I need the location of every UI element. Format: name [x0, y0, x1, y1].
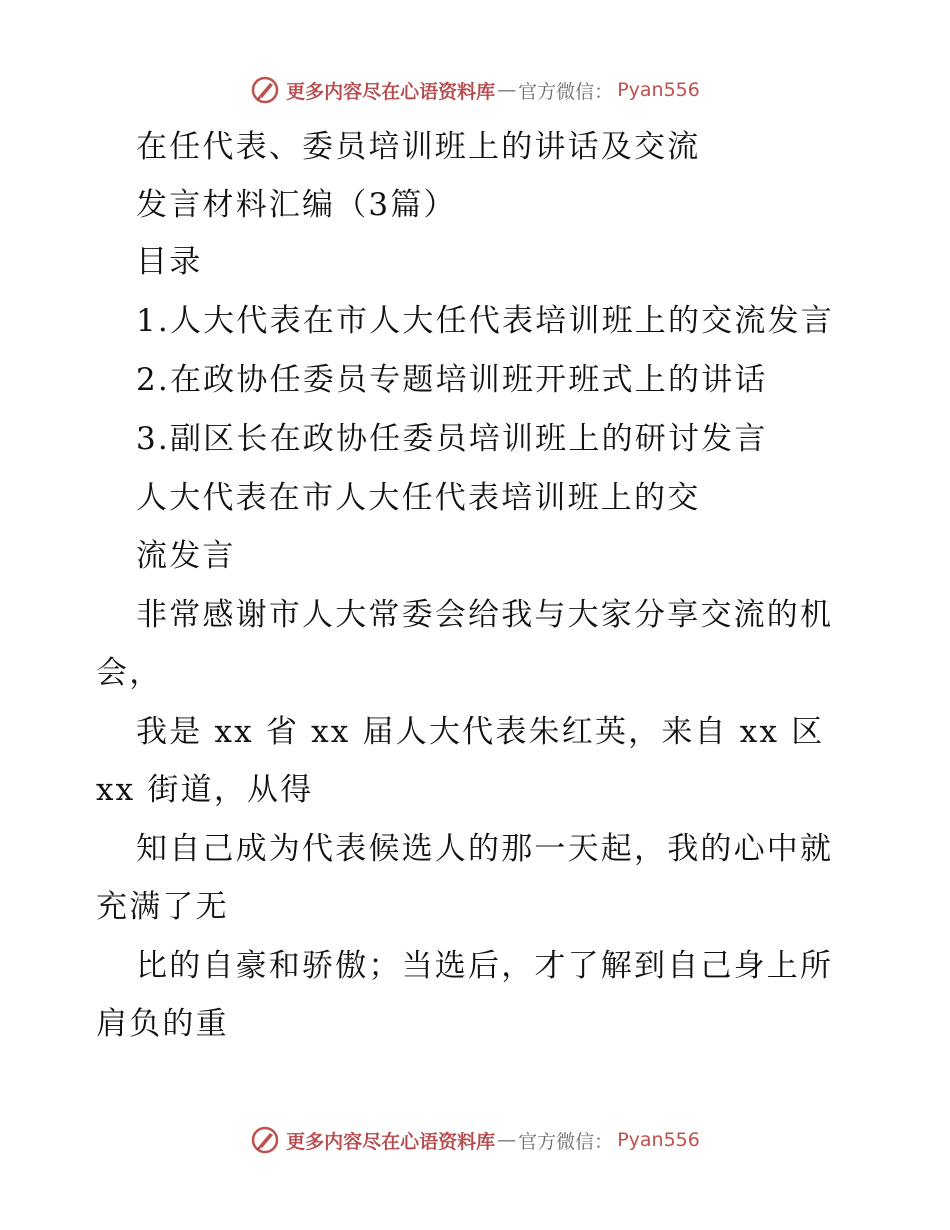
- watermark-dash: —: [497, 79, 517, 101]
- watermark-footer: [0, 1120, 950, 1160]
- document-title-line-1: 在任代表、委员培训班上的讲话及交流: [136, 129, 701, 165]
- quill-pen-logo-icon: [250, 75, 280, 105]
- toc-heading: 目录: [136, 244, 203, 280]
- watermark-wechat-label: 官方微信：: [518, 80, 614, 103]
- paragraph-line: 非常感谢市人大常委会给我与大家分享交流的机: [136, 597, 834, 633]
- toc-item-2: 2.在政协任委员专题培训班开班式上的讲话: [136, 362, 768, 398]
- paragraph-line: 知自己成为代表候选人的那一天起，我的心中就: [136, 831, 834, 867]
- watermark-wechat-id: Pyan556: [617, 79, 700, 101]
- watermark-wechat-id: Pyan556: [617, 1129, 700, 1151]
- section-title-line-1: 人大代表在市人大任代表培训班上的交: [136, 480, 701, 516]
- paragraph-line: 比的自豪和骄傲；当选后，才了解到自己身上所: [136, 948, 834, 984]
- toc-item-3: 3.副区长在政协任委员培训班上的研讨发言: [136, 421, 768, 457]
- watermark-dash: —: [497, 1129, 517, 1151]
- paragraph-line: 肩负的重: [96, 1006, 229, 1042]
- watermark-header: [0, 70, 950, 110]
- watermark-brand: 更多内容尽在心语资料库: [286, 80, 496, 103]
- paragraph-line: 会，: [96, 655, 163, 691]
- watermark-brand: 更多内容尽在心语资料库: [286, 1130, 496, 1153]
- paragraph-line: 充满了无: [96, 889, 229, 925]
- quill-pen-logo-icon: [250, 1125, 280, 1155]
- document-title-line-2: 发言材料汇编（3篇）: [136, 187, 457, 223]
- paragraph-line: 我是 xx 省 xx 届人大代表朱红英，来自 xx 区: [136, 714, 825, 750]
- paragraph-line: xx 街道，从得: [96, 772, 314, 808]
- toc-item-1: 1.人大代表在市人大任代表培训班上的交流发言: [136, 303, 834, 339]
- section-title-line-2: 流发言: [136, 538, 236, 574]
- watermark-wechat-label: 官方微信：: [518, 1130, 614, 1153]
